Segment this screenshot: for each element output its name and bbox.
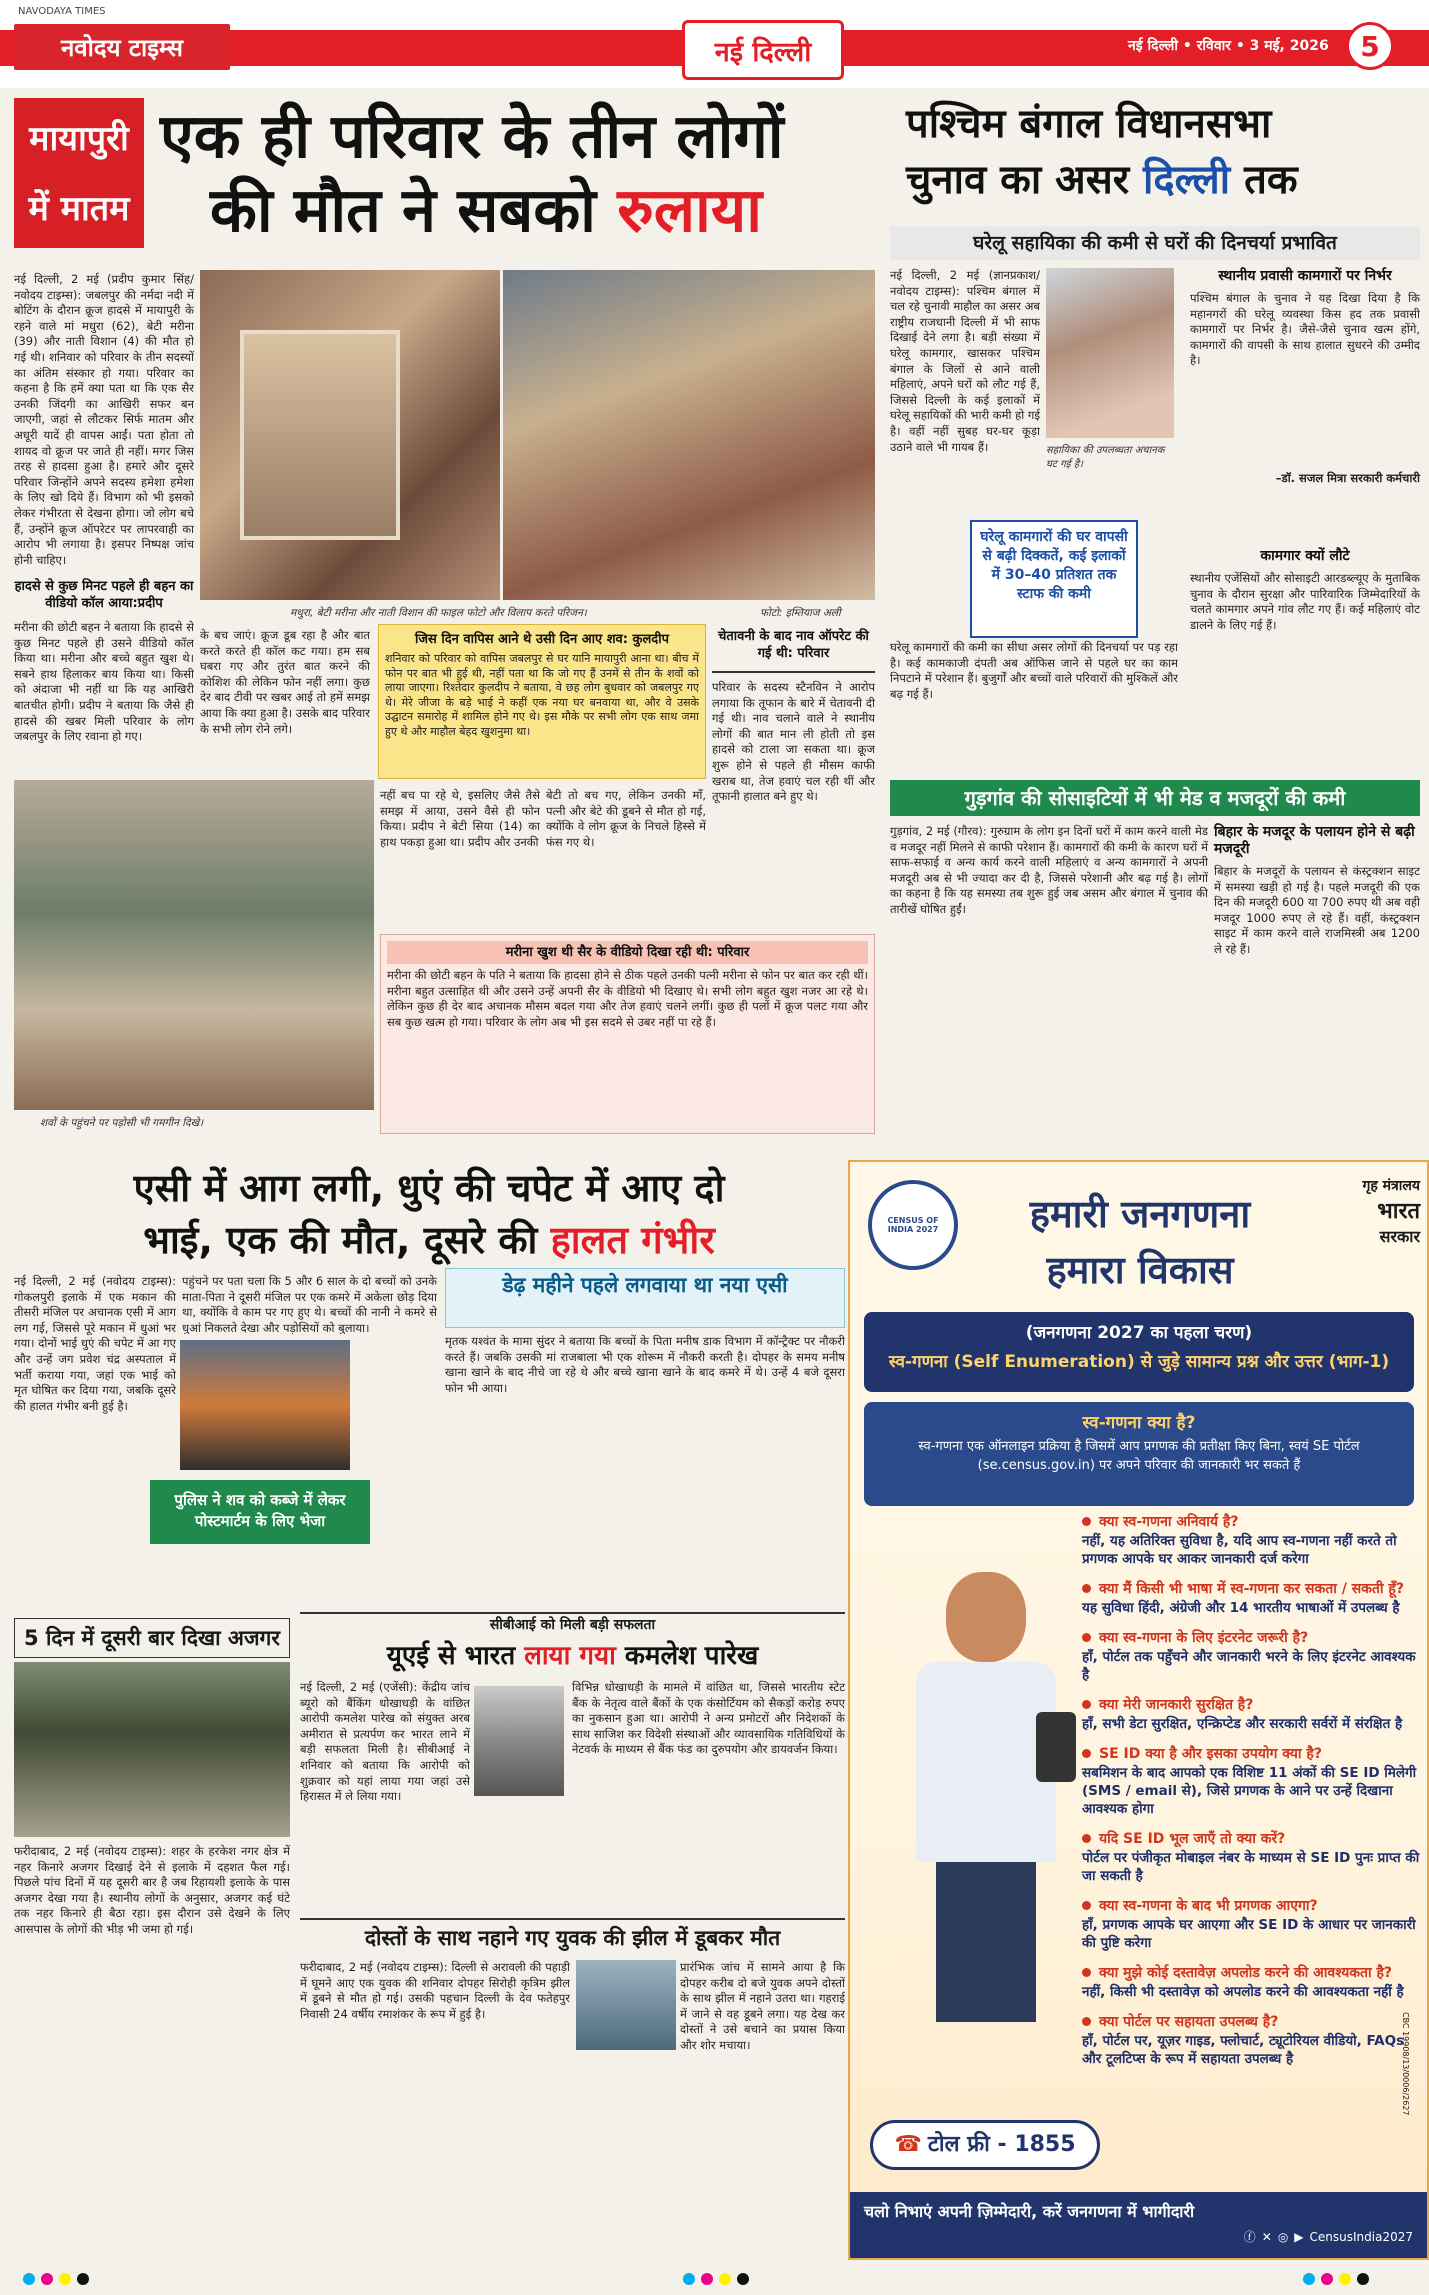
- lake-photo: [576, 1960, 676, 2050]
- story2-side2-box: [1190, 548, 1420, 798]
- faq-question-text: यदि SE ID भूल जाएँ तो क्या करें?: [1099, 1831, 1286, 1847]
- story4-body2: पहुंचने पर पता चला कि 5 और 6 साल के दो बच्चों को उनके माता-पिता ने दूसरी मंजिल पर एक कमरे में अकेला छोड़ दिया था, क्योंकि वे काम पर गए हुए थे। बच्चों की नानी ने कमरे से धुआं निकलते देखा और पड़ोसियों को बुलाया।: [182, 1274, 437, 1334]
- story6-headline-highlight: लाया गया: [524, 1641, 616, 1671]
- story2-pull-quote: घरेलू कामगारों की घर वापसी से बढ़ी दिक्कतें, कई इलाकों में 30–40 प्रतिशत तक स्टाफ की कमी: [970, 520, 1138, 638]
- story1-body4: नहीं बच पा रहे थे, इसलिए जैसे तैसे समझ में आया, उसने वैसे ही फोन किया। प्रदीप ने बेटी सिया (14) का हाथ पकड़ा हुआ था। प्रदीप और उनकी: [380, 788, 540, 849]
- faq-item: [1082, 2012, 1422, 2067]
- story2-side2-head: कामगार क्यों लौटे: [1260, 548, 1350, 564]
- story2-headline-line2: [890, 152, 1420, 208]
- story2-headline-part: चुनाव का असर: [906, 157, 1144, 203]
- story2-body1: नई दिल्ली, 2 मई (ज्ञानप्रकाश/नवोदय टाइम्स): पश्चिम बंगाल में चल रहे चुनावी माहौल का असर अब राष्ट्रीय राजधानी दिल्ली में भी साफ दिखाई देने लगा है। बड़ी संख्या में घरेलू कामगार, खासकर पश्चिम बंगाल के जिलों से आने वाली महिलाएं, अपने घरों को लौट गई हैं, जिससे दिल्ली के कई इलाकों में घरेलू सहायिकों की भारी कमी हो गई है। वहीं नहीं सुबह घर-घर कूड़ा उठाने वाले भी गायब हैं।: [890, 268, 1040, 454]
- faq-question-text: SE ID क्या है और इसका उपयोग क्या है?: [1099, 1746, 1322, 1762]
- story4-headline-highlight: हालत गंभीर: [550, 1218, 715, 1262]
- bullet-icon: [1082, 1700, 1091, 1709]
- story4-headline-line1: एसी में आग लगी, धुएं की चपेट में आए दो: [133, 1166, 725, 1210]
- story1-headline-line2: [160, 174, 880, 248]
- bullet-icon: [1082, 1517, 1091, 1526]
- story6-tag: सीबीआई को मिली बड़ी सफलता: [300, 1612, 845, 1636]
- story4-subhead: डेढ़ महीने पहले लगवाया था नया एसी: [445, 1268, 845, 1328]
- faq-item: [1082, 1512, 1422, 1567]
- faq-answer: यह सुविधा हिंदी, अंग्रेजी और 14 भारतीय भाषाओं में उपलब्ध है: [1082, 1600, 1400, 1616]
- story2-photo-caption: सहायिका की उपलब्धता अचानक घट गई है।: [1046, 445, 1165, 470]
- mascot-shirt-icon: [916, 1662, 1056, 1862]
- bullet-icon: [1082, 2017, 1091, 2026]
- census-advertisement: [848, 1160, 1429, 2260]
- story2-headline-highlight: दिल्ली: [1143, 157, 1231, 203]
- census-phase-banner: [864, 1312, 1414, 1392]
- faq-question: [1082, 1579, 1422, 1598]
- edition-city: नई दिल्ली: [682, 20, 844, 80]
- faq-item: [1082, 1963, 1422, 2000]
- story2-headline-line1: पश्चिम बंगाल विधानसभा: [906, 101, 1272, 147]
- story2-headline-end: तक: [1230, 157, 1298, 203]
- story2-headline: [890, 96, 1420, 222]
- what-is-box: [864, 1402, 1414, 1506]
- ac-fire-photo: [180, 1340, 350, 1470]
- story6-body2: विभिन्न धोखाधड़ी के मामले में वांछित था, जिससे भारतीय स्टेट बैंक के नेतृत्व वाले बैंकों के एक कंसोर्टियम को सैकड़ों करोड़ रुपए का नुकसान हुआ था। आरोपी ने अन्य प्रमोटरों और निदेशकों के साथ साजिश कर विदेशी संस्थाओं और व्यावसायिक गतिविधियों के नेटवर्क के माध्यम से बैंक फंड का दुरुपयोग और डायवर्जन किया।: [572, 1680, 845, 1757]
- facebook-icon: ⓕ: [1243, 2230, 1256, 2244]
- ministry-name: गृह मंत्रालय: [1362, 1178, 1420, 1194]
- story2-side-body: पश्चिम बंगाल के चुनाव ने यह दिखा दिया है कि महानगरों की घरेलू व्यवस्था किस हद तक प्रवासी कामगारों पर निर्भर है। जैसे-जैसे चुनाव खत्म होंगे, कामगारों की वापसी के साथ हालात सुधरने की उम्मीद है।: [1190, 291, 1420, 368]
- faq-answer: सबमिशन के बाद आपको एक विशिष्ट 11 अंकों की SE ID मिलेगी (SMS / email से), जिसे प्रगणक के आने पर उन्हें दिखाना आवश्यक होगा: [1082, 1765, 1417, 1817]
- youtube-icon: ▶: [1294, 2230, 1304, 2244]
- story2-side-box: [1190, 268, 1420, 538]
- faq-answer: नहीं, यह अतिरिक्त सुविधा है, यदि आप स्व-गणना नहीं करते तो प्रगणक आपके घर आकर जानकारी दर्ज करेगा: [1082, 1533, 1397, 1567]
- faq-question: [1082, 2012, 1422, 2031]
- story4-pull-quote: पुलिस ने शव को कब्जे में लेकर पोस्टमार्टम के लिए भेजा: [150, 1480, 370, 1544]
- story1-tag: मायापुरी में मातम: [14, 98, 144, 248]
- faq-answer: हाँ, सभी डेटा सुरक्षित, एन्क्रिप्टेड और सरकारी सर्वरों में संरक्षित है: [1082, 1716, 1403, 1732]
- bullet-icon: [1082, 1749, 1091, 1758]
- faq-question: [1082, 1695, 1422, 1714]
- story6-headline: [300, 1638, 845, 1674]
- story2-subhead: घरेलू सहायिका की कमी से घरों की दिनचर्या प्रभावित: [890, 226, 1420, 260]
- story1-warning-head: चेतावनी के बाद नाव ऑपरेट की गई थी: परिवार: [718, 629, 869, 661]
- story1-marina-body: मरीना की छोटी बहन के पति ने बताया कि हादसा होने से ठीक पहले उनकी पत्नी मरीना से फोन पर बात कर रही थीं। मरीना बहुत उत्साहित थी और उसने उन्हें अपनी सैर के वीडियो भी दिखाए थे। सभी लोग बहुत खुश नजर आ रहे थे। लेकिन कुछ ही देर बाद अचानक मौसम बदल गया और तेज हवाएं चलने लगीं। कुछ ही पलों में क्रूज पलट गया और सब कुछ खत्म हो गया। परिवार के लोग अब भी इस सदमे से उबर नहीं पा रहे हैं।: [387, 968, 868, 1029]
- story1-photo-caption: मथुरा, बेटी मरीना और नाती विशान की फाइल फोटो और विलाप करते परिजन।: [290, 607, 587, 619]
- faq-answer: नहीं, किसी भी दस्तावेज़ को अपलोड करने की आवश्यकता नहीं है: [1082, 1984, 1404, 2000]
- story1-headline-highlight: रुलाया: [617, 175, 763, 246]
- story4-headline-line2: [14, 1214, 844, 1266]
- story1-highlight-body: शनिवार को परिवार को वापिस जबलपुर से घर यानि मायापुरी आना था। बीच में फोन पर बात भी हुई थी, नहीं पता था कि जो गए हैं उनमें से तीन के शवों को लाया जाएगा। रिश्तेदार कुलदीप ने बताया, वे छह लोग बुधवार को जबलपुर गए थे। मेरे जीजा के बड़े भाई ने कहीं एक नया घर बनवाया था, और वे उसके उद्घाटन समारोह में शामिल होने गए थे। इस मौके पर सभी लोग एक साथ जमा हुए थे और माहौल बेहद खुशनुमा था।: [385, 652, 699, 738]
- story2-body-gap: [1142, 468, 1178, 638]
- story7-body1: फरीदाबाद, 2 मई (नवोदय टाइम्स): दिल्ली से अरावली की पहाड़ी में घूमने आए एक युवक की शनिवार दोपहर सिरोही कृत्रिम झील में डूबने से मौत हो गई। उसकी पहचान दिल्ली के देव फतेहपुर निवासी 24 वर्षीय रमाशंकर के रूप में हुई है।: [300, 1960, 570, 2021]
- story1-body1: नई दिल्ली, 2 मई (प्रदीप कुमार सिंह/नवोदय टाइम्स): जबलपुर की नर्मदा नदी में बोटिंग के दौरान क्रूज हादसे में मायापुरी के रहने वाले मां मधुरा (62), बेटी मरीना (39) और नाती विशान (4) की मौत हो गई थी। शनिवार को परिवार के तीन सदस्यों का अंतिम संस्कार हो गया। परिवार का कहना है कि हमें क्या पता था कि एक सैर उनकी जिंदगी का आखिरी सफर बन जाएगी, जहां से लौटकर सिर्फ मातम और अधूरी यादें ही वापस आईं। पता होता तो शायद वो क्रूज पर जाते ही नहीं। मगर जिस तरह से हादसा हुआ है। हमारे और दूसरे परिवार जिन्होंने अपने सदस्य हमेशा हमेशा के लिए खो दिये हैं। विभाग को भी इसको लेकर गंभीरता से देखना होगा। जो लोग बचे हैं, उन्होंने क्रूज ऑपरेटर पर लापरवाही का आरोप भी लगाया है। इसपर निष्पक्ष जांच होनी चाहिए।: [14, 272, 194, 567]
- story1-marina-head: मरीना खुश थी सैर के वीडियो दिखा रही थी: परिवार: [387, 941, 868, 964]
- census-title-line2: हमारा विकास: [1046, 1248, 1234, 1292]
- newspaper-logo: नवोदय टाइम्स: [14, 24, 230, 70]
- story1-highlight-head: जिस दिन वापिस आने थे उसी दिन आए शव: कुलदीप: [415, 632, 669, 647]
- story6-body1: नई दिल्ली, 2 मई (एजेंसी): केंद्रीय जांच ब्यूरो को बैंकिंग धोखाधड़ी के वांछित आरोपी कमलेश पारेख को संयुक्त अरब अमीरात से प्रत्यर्पण कर भारत लाने में बड़ी सफलता मिली है। सीबीआई ने शनिवार को बताया कि आरोपी को शुक्रवार को यहां लाया गया जहां उसे हिरासत में ले लिया गया।: [300, 1680, 470, 1804]
- story4-body1: नई दिल्ली, 2 मई (नवोदय टाइम्स): गोकलपुरी इलाके में एक मकान की तीसरी मंजिल पर अचानक एसी में आग लग गई, जिससे पूरे मकान में धुआं भर गया। दोनों भाई धुएं की चपेट में आ गए और उन्हें जग प्रवेश चंद्र अस्पताल में भर्ती कराया गया, जहां एक भाई को मृत घोषित कर दिया गया, जबकि दूसरे की हालत गंभीर बनी हुई है।: [14, 1274, 176, 1413]
- story1-body2: मरीना की छोटी बहन ने बताया कि हादसे से कुछ मिनट पहले ही उसने वीडियो कॉल किया था। मरीना और बच्चे बहुत खुश थे। सबने हाथ हिलाकर बाय किया था। किसी को अंदाजा भी नहीं था कि यह आखिरी बातचीत होगी। प्रदीप ने बताया कि जैसे ही हादसे की खबर मिली परिवार के लोग जबलपुर के लिए रवाना हो गए।: [14, 620, 194, 744]
- story3-side-body: बिहार के मजदूरों के पलायन से कंस्ट्रक्शन साइट में समस्या खड़ी हो गई है। पहले मजदूरी की एक दिन की मजदूरी 600 या 700 रुपए थी अब वही मजदूर 1000 रुपए ले रहे हैं। वहीं, कंस्ट्रक्शन साइट में काम करने वाले राजमिस्त्री अब 1200 ले रहे हैं।: [1214, 864, 1420, 956]
- faq-question-text: क्या मेरी जानकारी सुरक्षित है?: [1099, 1697, 1254, 1713]
- story4-headline-part: भाई, एक की मौत, दूसरे की: [143, 1218, 551, 1262]
- registration-marks: [1300, 2270, 1372, 2289]
- faq-question: [1082, 1963, 1422, 1982]
- story1-headline-line1: एक ही परिवार के तीन लोगों: [160, 101, 784, 172]
- accused-photo: [474, 1686, 564, 1796]
- ministry-block: [1310, 1176, 1420, 1247]
- story7-headline: दोस्तों के साथ नहाने गए युवक की झील में डूबकर मौत: [300, 1918, 845, 1954]
- x-icon: ✕: [1261, 2230, 1272, 2244]
- faq-question: [1082, 1829, 1422, 1848]
- faq-question-text: क्या स्व-गणना अनिवार्य है?: [1099, 1514, 1239, 1530]
- census-title: [970, 1186, 1310, 1298]
- tollfree-number: टोल फ्री - 1855: [927, 2132, 1076, 2157]
- faq-item: [1082, 1695, 1422, 1732]
- story3-headline: गुड़गांव की सोसाइटियों में भी मेड व मजदूरों की कमी: [890, 780, 1420, 816]
- bullet-icon: [1082, 1901, 1091, 1910]
- mascot-head-icon: [946, 1572, 1026, 1662]
- registration-marks: [20, 2270, 92, 2289]
- faq-item: [1082, 1744, 1422, 1817]
- bullet-icon: [1082, 1968, 1091, 1977]
- bullet-icon: [1082, 1584, 1091, 1593]
- phone-icon: ☎: [894, 2132, 922, 2157]
- faq-question-text: क्या पोर्टल पर सहायता उपलब्ध है?: [1099, 2014, 1279, 2030]
- story6-headline-part1: यूएई से भारत: [386, 1641, 525, 1671]
- masthead: [0, 0, 1429, 88]
- story4-headline: [14, 1162, 844, 1266]
- census-phase-sub: स्व-गणना (Self Enumeration) से जुड़े सामान्य प्रश्न और उत्तर (भाग-1): [888, 1352, 1390, 1372]
- page-number: 5: [1346, 22, 1394, 70]
- masthead-tag: NAVODAYA TIMES: [18, 6, 106, 17]
- faq-question-text: क्या मैं किसी भी भाषा में स्व-गणना कर सकता / सकती हूँ?: [1099, 1581, 1404, 1597]
- story7-body2: प्रारंभिक जांच में सामने आया है कि दोपहर करीब दो बजे युवक अपने दोस्तों के साथ झील में नहाने उतरा था। गहराई में जाने से वह डूबने लगा। यह देख कर दोस्तों ने उसे बचाने का प्रयास किया और शोर मचाया।: [680, 1960, 845, 2052]
- ad-code: CBC 19908/13/0006/2627: [1401, 2012, 1410, 2116]
- grieving-woman-photo: [503, 270, 875, 600]
- census-handle: CensusIndia2027: [1309, 2230, 1413, 2244]
- what-is-body: स्व-गणना एक ऑनलाइन प्रक्रिया है जिसमें आप प्रगणक की प्रतीक्षा किए बिना, स्वयं SE पोर्टल (se.census.gov.in) पर अपने परिवार की जानकारी भर सकते हैं: [918, 1439, 1360, 1473]
- story1-bottom-caption: शवों के पहुंचने पर पड़ोसी भी गमगीन दिखे।: [40, 1117, 204, 1129]
- story1-warning-head-box: [712, 628, 875, 673]
- story2-body2: घरेलू कामगारों की कमी का सीधा असर लोगों की दिनचर्या पर पड़ रहा है। कई कामकाजी दंपती अब ऑफिस जाने से पहले घर का काम निपटाने में परेशान हैं। बुजुर्गों और बच्चों वाले परिवारों की मुश्किलें और बढ़ गई हैं।: [890, 640, 1178, 701]
- story1-body5: बेटी तो बच गए, लेकिन उनकी माँ, पत्नी और बेटे की डूबने से मौत हो गई, क्योंकि वे लोग क्रूज के निचले हिस्से में फंस गए थे।: [546, 788, 706, 849]
- family-file-photo: [240, 330, 400, 540]
- instagram-icon: ◎: [1277, 2230, 1289, 2244]
- mascot-trousers-icon: [936, 1862, 1036, 2022]
- faq-answer: हाँ, पोर्टल तक पहुँचने और जानकारी भरने के लिए इंटरनेट आवश्यक है: [1082, 1649, 1416, 1683]
- census-title-line1: हमारी जनगणना: [1029, 1192, 1251, 1236]
- story5-headline: 5 दिन में दूसरी बार दिखा अजगर: [14, 1618, 290, 1658]
- phone-icon: [1036, 1712, 1076, 1782]
- domestic-help-photo: [1046, 268, 1174, 438]
- story2-side2-body: स्थानीय एजेंसियों और सोसाइटी आरडब्ल्यूए के मुताबिक चुनाव के दौरान सुरक्षा और पारिवारिक जिम्मेदारियों के चलते कामगार अपने गांव लौट गए हैं। कई महिलाएं वोट डालने के लिए गई हैं।: [1190, 571, 1420, 632]
- story4-body3: मृतक यश्वंत के मामा सुंदर ने बताया कि बच्चों के पिता मनीष डाक विभाग में कॉन्ट्रैक्ट पर नौकरी करते हैं। जबकि उसकी मां राजबाला भी एक शोरूम में नौकरी करती है। दोपहर के समय मनीष खाना खाने के बाद नीचे जा रहे थे और बच्चे खाना खाने के बाद कमरे में थे। उन्हें 4 बजे दूसरा फोन भी आया।: [445, 1334, 845, 1395]
- census-faq-list: [1082, 1512, 1422, 2172]
- census-phase: (जनगणना 2027 का पहला चरण): [1025, 1323, 1253, 1343]
- ministry-country: भारत: [1377, 1199, 1420, 1224]
- census-footer: [850, 2192, 1427, 2258]
- story3-side-head: बिहार के मजदूर के पलायन होने से बढ़ी मजदूरी: [1214, 824, 1415, 857]
- faq-question-text: क्या मुझे कोई दस्तावेज़ अपलोड करने की आवश्यकता है?: [1099, 1965, 1393, 1981]
- story1-marina-box: [380, 934, 875, 1134]
- story6-headline-part2: कमलेश पारेख: [615, 1641, 759, 1671]
- faq-item: [1082, 1896, 1422, 1951]
- faq-item: [1082, 1579, 1422, 1616]
- story2-side-head: स्थानीय प्रवासी कामगारों पर निर्भर: [1218, 268, 1392, 284]
- bullet-icon: [1082, 1633, 1091, 1642]
- story1-highlight-box: [378, 624, 706, 779]
- census-social-row: [864, 2228, 1413, 2245]
- story1-warning-body: परिवार के सदस्य स्टैनविन ने आरोप लगाया कि तूफान के बारे में चेतावनी दी गई थी। नाव चलाने वाले ने स्थानीय लोगों की बात मान ली होती तो इस हादसे को टाला जा सकता था। क्रूज शुरू होने से पहले ही मौसम काफी खराब था, तेज हवाएं चल रही थीं और तूफानी हालात बने हुए थे।: [712, 680, 875, 804]
- story1-headline: [160, 100, 880, 248]
- census-seal-icon: CENSUS OF INDIA 2027: [868, 1180, 958, 1270]
- tollfree-badge: [870, 2120, 1100, 2170]
- faq-question: [1082, 1896, 1422, 1915]
- story2-side-quote: –डॉ. सजल मित्रा सरकारी कर्मचारी: [1275, 471, 1420, 485]
- registration-marks: [680, 2270, 752, 2289]
- faq-question-text: क्या स्व-गणना के बाद भी प्रगणक आएगा?: [1099, 1898, 1318, 1914]
- what-is-head: स्व-गणना क्या है?: [1082, 1413, 1196, 1433]
- neighbours-photo: [14, 780, 374, 1110]
- story3-body: गुड़गांव, 2 मई (गौरव): गुरुग्राम के लोग इन दिनों घरों में काम करने वाली मेड व मजदूर नहीं मिलने से काफी परेशान हैं। कामगारों की कमी के कारण घरों में साफ-सफाई व अन्य कार्य करने वाली महिलाएं व अन्य कामगारों ने अपनी मजदूरी अब से भी ज्यादा कर दी है, जिससे परेशानी और बढ़ गई है। लोगों का कहना है कि यह समस्या तब शुरू हुई जब असम और बंगाल में चुनाव की तारीखें घोषित हुईं।: [890, 824, 1208, 916]
- faq-question-text: क्या स्व-गणना के लिए इंटरनेट जरूरी है?: [1099, 1630, 1309, 1646]
- ministry-govt: सरकार: [1379, 1227, 1420, 1246]
- story3-side-box: [1214, 824, 1420, 1134]
- python-photo: [14, 1662, 290, 1837]
- faq-answer: हाँ, पोर्टल पर, यूज़र गाइड, फ्लोचार्ट, ट्यूटोरियल वीडियो, FAQs और टूलटिप्स के रूप में सहायता उपलब्ध है: [1082, 2033, 1405, 2067]
- story1-subhead: हादसे से कुछ मिनट पहले ही बहन का वीडियो कॉल आया:प्रदीप: [14, 579, 194, 611]
- faq-answer: हाँ, प्रगणक आपके घर आएगा और SE ID के आधार पर जानकारी की पुष्टि करेगा: [1082, 1917, 1416, 1951]
- faq-item: [1082, 1628, 1422, 1683]
- faq-question: [1082, 1512, 1422, 1531]
- story1-headline-part: की मौत ने सबको: [210, 175, 618, 246]
- story1-body3: के बच जाएं। क्रूज डूब रहा है और बात करते करते ही कॉल कट गया। हम सब घबरा गए और तुरंत बात करने की कोशिश की लेकिन फोन नहीं लगा। कुछ देर बाद टीवी पर खबर आई तो हमें समझ आया कि क्या हुआ है। उसके बाद परिवार के सभी लोग रोने लगे।: [200, 628, 370, 736]
- bullet-icon: [1082, 1834, 1091, 1843]
- faq-item: [1082, 1829, 1422, 1884]
- faq-question: [1082, 1628, 1422, 1647]
- faq-answer: पोर्टल पर पंजीकृत मोबाइल नंबर के माध्यम से SE ID पुनः प्राप्त की जा सकती है: [1082, 1850, 1420, 1884]
- faq-question: [1082, 1744, 1422, 1763]
- dateline: नई दिल्ली • रविवार • 3 मई, 2026: [1128, 38, 1329, 54]
- story5-body: फरीदाबाद, 2 मई (नवोदय टाइम्स): शहर के हरकेश नगर क्षेत्र में नहर किनारे अजगर दिखाई देने से इलाके में दहशत फैल गई। पिछले पांच दिनों में यह दूसरी बार है जब रिहायशी इलाके के पास अजगर देखा गया है। स्थानीय लोगों के अनुसार, अजगर कई घंटे तक नहर किनारे ही बैठा रहा। इस दौरान उसे देखने के लिए आसपास के लोगों की भीड़ भी जमा हो गई।: [14, 1844, 290, 1936]
- story1-photo-credit: फोटो: इम्तियाज अली: [760, 607, 841, 619]
- mascot-illustration: [886, 1562, 1086, 2022]
- census-footer-slogan: चलो निभाएं अपनी ज़िम्मेदारी, करें जनगणना में भागीदारी: [864, 2202, 1195, 2221]
